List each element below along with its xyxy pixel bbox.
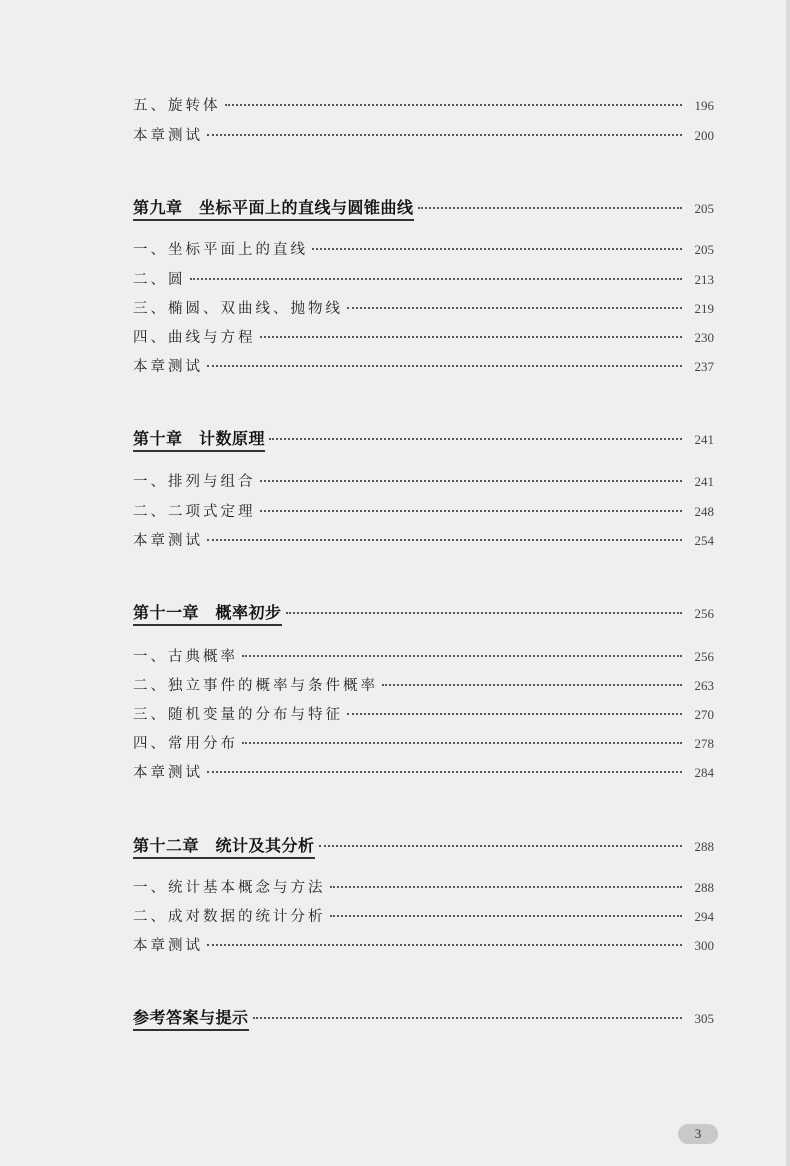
dot-leader — [347, 713, 682, 715]
toc-entry-page: 219 — [694, 301, 714, 316]
toc-entry-page: 230 — [694, 330, 714, 345]
toc-entry[interactable] — [133, 703, 714, 724]
dot-leader — [312, 248, 682, 250]
dot-leader — [330, 886, 683, 888]
dot-leader — [260, 480, 683, 482]
toc-chapter-heading[interactable] — [133, 1005, 714, 1031]
dot-leader — [207, 539, 682, 541]
dot-leader — [418, 207, 682, 209]
toc-entry[interactable] — [133, 500, 714, 521]
toc-entry-title: 四、曲线与方程 — [133, 330, 256, 346]
dot-leader — [347, 307, 682, 309]
toc-entry-page: 263 — [694, 678, 714, 693]
toc-entry-title: 四、常用分布 — [133, 736, 238, 752]
dot-leader — [207, 365, 682, 367]
dot-leader — [286, 612, 682, 614]
toc-entry-title: 本章测试 — [133, 128, 203, 144]
toc-entry[interactable] — [133, 876, 714, 897]
dot-leader — [330, 915, 683, 917]
dot-leader — [225, 104, 683, 106]
toc-entry-page: 196 — [694, 98, 714, 113]
toc-entry-title: 本章测试 — [133, 359, 203, 375]
toc-entry[interactable] — [133, 645, 714, 666]
toc-entry-page: 200 — [694, 128, 714, 143]
toc-entry-title: 一、统计基本概念与方法 — [133, 880, 326, 896]
toc-entry-title: 一、古典概率 — [133, 649, 238, 665]
toc-entry-page: 284 — [694, 765, 714, 780]
page-number-badge: 3 — [678, 1124, 718, 1144]
toc-entry[interactable] — [133, 297, 714, 318]
toc-entry-title: 五、旋转体 — [133, 98, 221, 114]
toc-entry-page: 205 — [694, 201, 714, 216]
dot-leader — [190, 278, 683, 280]
toc-entry[interactable] — [133, 268, 714, 289]
toc-entry[interactable] — [133, 761, 714, 782]
dot-leader — [242, 742, 682, 744]
toc-entry-title: 三、随机变量的分布与特征 — [133, 707, 343, 723]
toc-entry-title: 二、独立事件的概率与条件概率 — [133, 678, 378, 694]
toc-entry-title: 本章测试 — [133, 533, 203, 549]
toc-entry-page: 300 — [694, 938, 714, 953]
chapter-title: 参考答案与提示 — [133, 1005, 249, 1031]
page-edge-shadow — [786, 0, 790, 1166]
toc-entry[interactable] — [133, 732, 714, 753]
chapter-title: 第十章 计数原理 — [133, 426, 265, 452]
toc-entry-title: 本章测试 — [133, 938, 203, 954]
toc-entry-title: 一、排列与组合 — [133, 474, 256, 490]
toc-entry-page: 288 — [694, 880, 714, 895]
toc-chapter-heading[interactable] — [133, 195, 714, 221]
toc-entry-page: 278 — [694, 736, 714, 751]
toc-entry[interactable] — [133, 94, 714, 115]
dot-leader — [207, 771, 682, 773]
toc-chapter-heading[interactable] — [133, 833, 714, 859]
dot-leader — [260, 336, 683, 338]
toc-entry-title: 本章测试 — [133, 765, 203, 781]
toc-entry-page: 213 — [694, 272, 714, 287]
toc-entry[interactable] — [133, 238, 714, 259]
dot-leader — [207, 944, 682, 946]
toc-entry[interactable] — [133, 355, 714, 376]
chapter-title: 第十一章 概率初步 — [133, 600, 282, 626]
toc-entry-title: 二、圆 — [133, 272, 186, 288]
chapter-title: 第九章 坐标平面上的直线与圆锥曲线 — [133, 195, 414, 221]
toc-entry-page: 305 — [694, 1011, 714, 1026]
toc-entry[interactable] — [133, 905, 714, 926]
dot-leader — [260, 510, 683, 512]
dot-leader — [382, 684, 682, 686]
toc-entry-title: 二、成对数据的统计分析 — [133, 909, 326, 925]
toc-chapter-heading[interactable] — [133, 426, 714, 452]
toc-chapter-heading[interactable] — [133, 600, 714, 626]
dot-leader — [319, 845, 682, 847]
chapter-title: 第十二章 统计及其分析 — [133, 833, 315, 859]
toc-entry[interactable] — [133, 674, 714, 695]
toc-entry[interactable] — [133, 326, 714, 347]
toc-entry-page: 256 — [694, 649, 714, 664]
toc-entry-page: 294 — [694, 909, 714, 924]
dot-leader — [207, 134, 682, 136]
toc-entry[interactable] — [133, 934, 714, 955]
toc-entry-page: 241 — [694, 474, 714, 489]
toc-entry-page: 237 — [694, 359, 714, 374]
toc-entry[interactable] — [133, 470, 714, 491]
toc-entry-page: 205 — [694, 242, 714, 257]
toc-entry-title: 一、坐标平面上的直线 — [133, 242, 308, 258]
toc-entry-title: 三、椭圆、双曲线、抛物线 — [133, 301, 343, 317]
toc-entry-page: 256 — [694, 606, 714, 621]
toc-entry-page: 288 — [694, 839, 714, 854]
toc-entry-title: 二、二项式定理 — [133, 504, 256, 520]
dot-leader — [242, 655, 682, 657]
dot-leader — [269, 438, 682, 440]
toc-entry-page: 248 — [694, 504, 714, 519]
toc-entry[interactable] — [133, 529, 714, 550]
toc-entry-page: 241 — [694, 432, 714, 447]
toc-entry-page: 254 — [694, 533, 714, 548]
toc-entry-page: 270 — [694, 707, 714, 722]
dot-leader — [253, 1017, 682, 1019]
toc-entry[interactable] — [133, 124, 714, 145]
